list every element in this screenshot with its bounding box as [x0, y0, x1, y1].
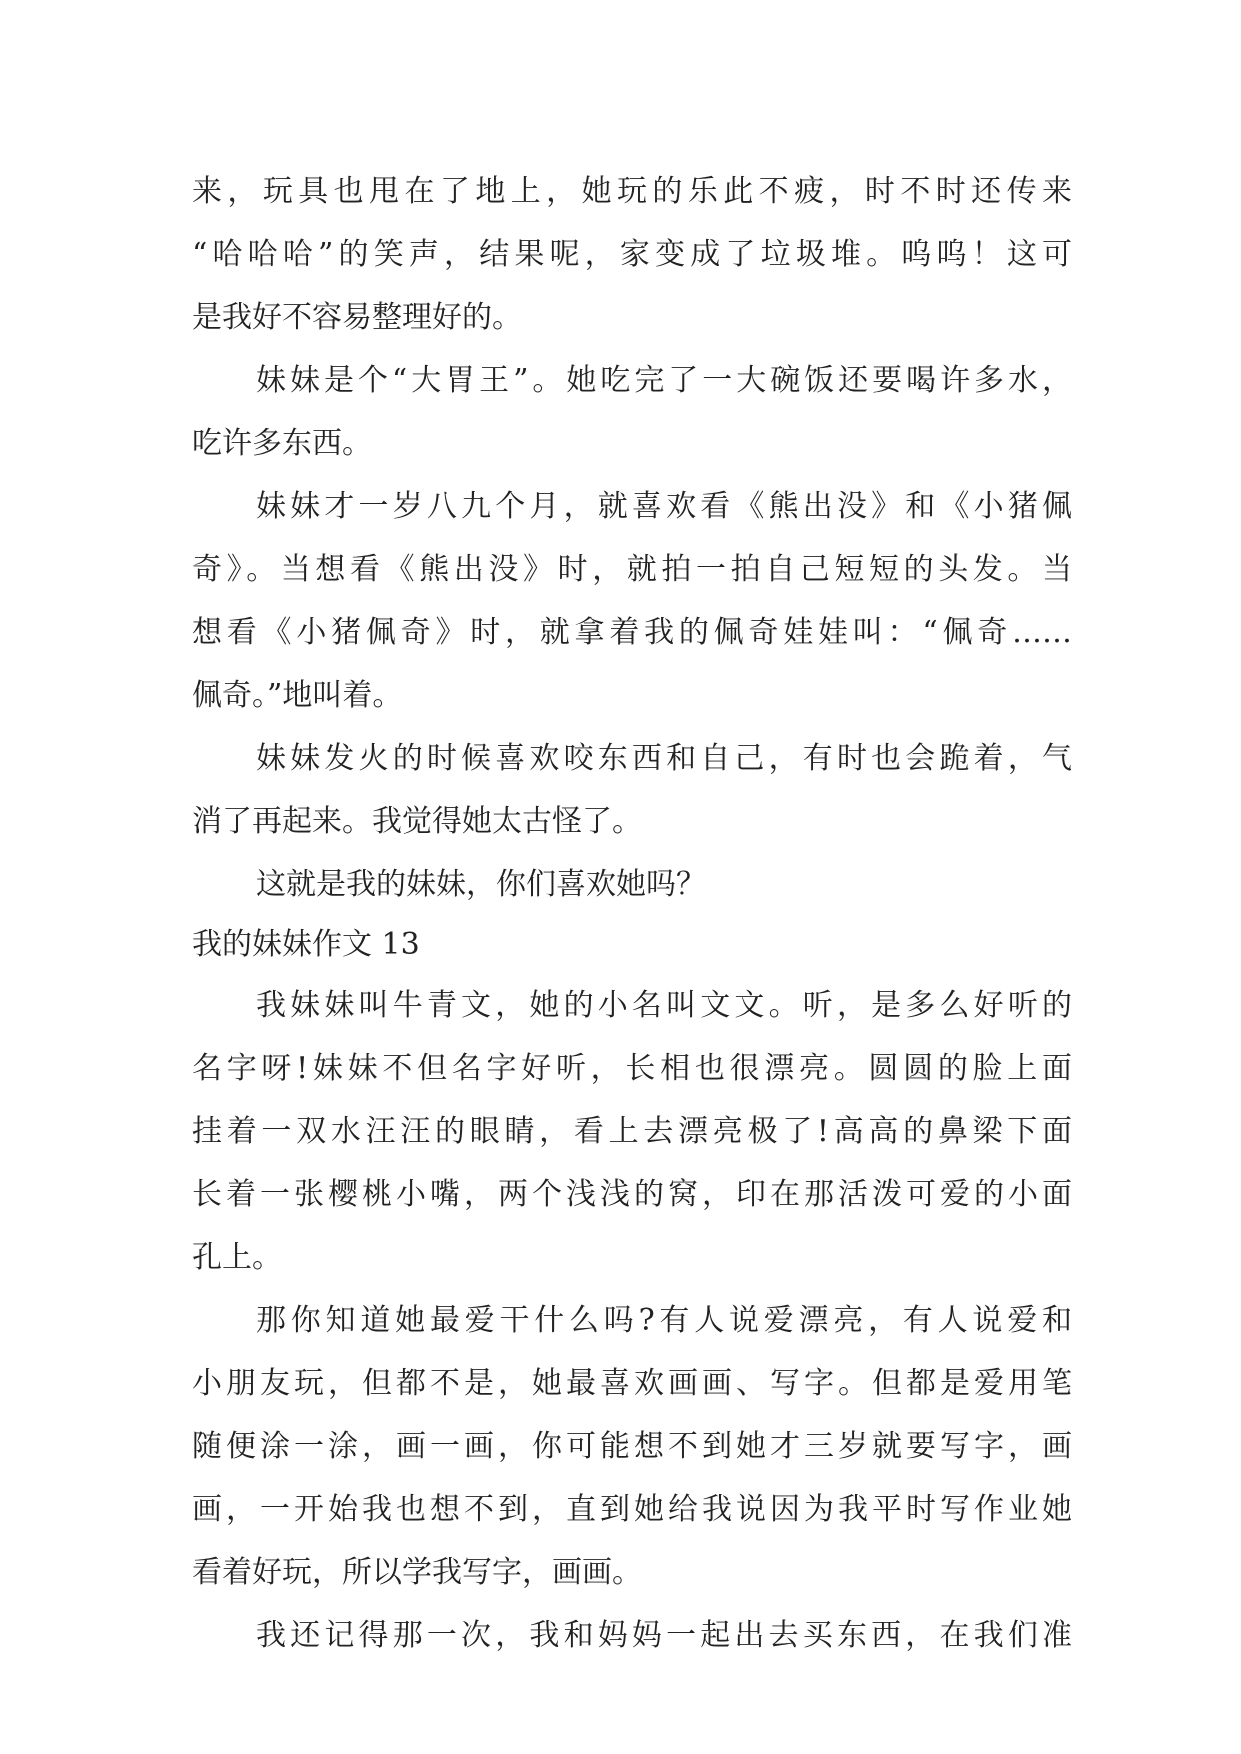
document-body [192, 160, 1072, 1667]
text-line: “哈哈哈”的笑声，结果呢，家变成了垃圾堆。呜呜！这可 [192, 237, 1072, 272]
text-line: 妹妹发火的时候喜欢咬东西和自己，有时也会跪着，气 [256, 741, 1072, 776]
text-line: 想看《小猪佩奇》时，就拿着我的佩奇娃娃叫：“佩奇…… [192, 615, 1072, 650]
text-line: 我妹妹叫牛青文，她的小名叫文文。听，是多么好听的 [256, 988, 1072, 1023]
text-line: 吃许多东西。 [192, 426, 372, 461]
text-line: 是我好不容易整理好的。 [192, 300, 522, 335]
text-line: 挂着一双水汪汪的眼睛，看上去漂亮极了!高高的鼻梁下面 [192, 1114, 1072, 1149]
text-line: 消了再起来。我觉得她太古怪了。 [192, 804, 642, 839]
text-line: 这就是我的妹妹，你们喜欢她吗？ [256, 867, 706, 902]
text-line: 妹妹才一岁八九个月，就喜欢看《熊出没》和《小猪佩 [256, 489, 1072, 524]
text-line: 看着好玩，所以学我写字，画画。 [192, 1555, 642, 1590]
text-line: 妹妹是个“大胃王”。她吃完了一大碗饭还要喝许多水， [256, 363, 1072, 398]
section-heading: 我的妹妹作文 13 [192, 927, 420, 962]
text-line: 名字呀!妹妹不但名字好听，长相也很漂亮。圆圆的脸上面 [192, 1051, 1072, 1086]
text-line: 随便涂一涂，画一画，你可能想不到她才三岁就要写字，画 [192, 1429, 1072, 1464]
text-line: 孔上。 [192, 1240, 282, 1275]
text-line: 来，玩具也甩在了地上，她玩的乐此不疲，时不时还传来 [192, 174, 1072, 209]
text-line: 那你知道她最爱干什么吗?有人说爱漂亮，有人说爱和 [256, 1303, 1072, 1338]
text-line: 长着一张樱桃小嘴，两个浅浅的窝，印在那活泼可爱的小面 [192, 1177, 1072, 1212]
text-line: 奇》。当想看《熊出没》时，就拍一拍自己短短的头发。当 [192, 552, 1072, 587]
text-line: 小朋友玩，但都不是，她最喜欢画画、写字。但都是爱用笔 [192, 1366, 1072, 1401]
text-line: 我还记得那一次，我和妈妈一起出去买东西，在我们准 [256, 1618, 1072, 1653]
text-line: 佩奇。”地叫着。 [192, 678, 403, 713]
text-line: 画，一开始我也想不到，直到她给我说因为我平时写作业她 [192, 1492, 1072, 1527]
